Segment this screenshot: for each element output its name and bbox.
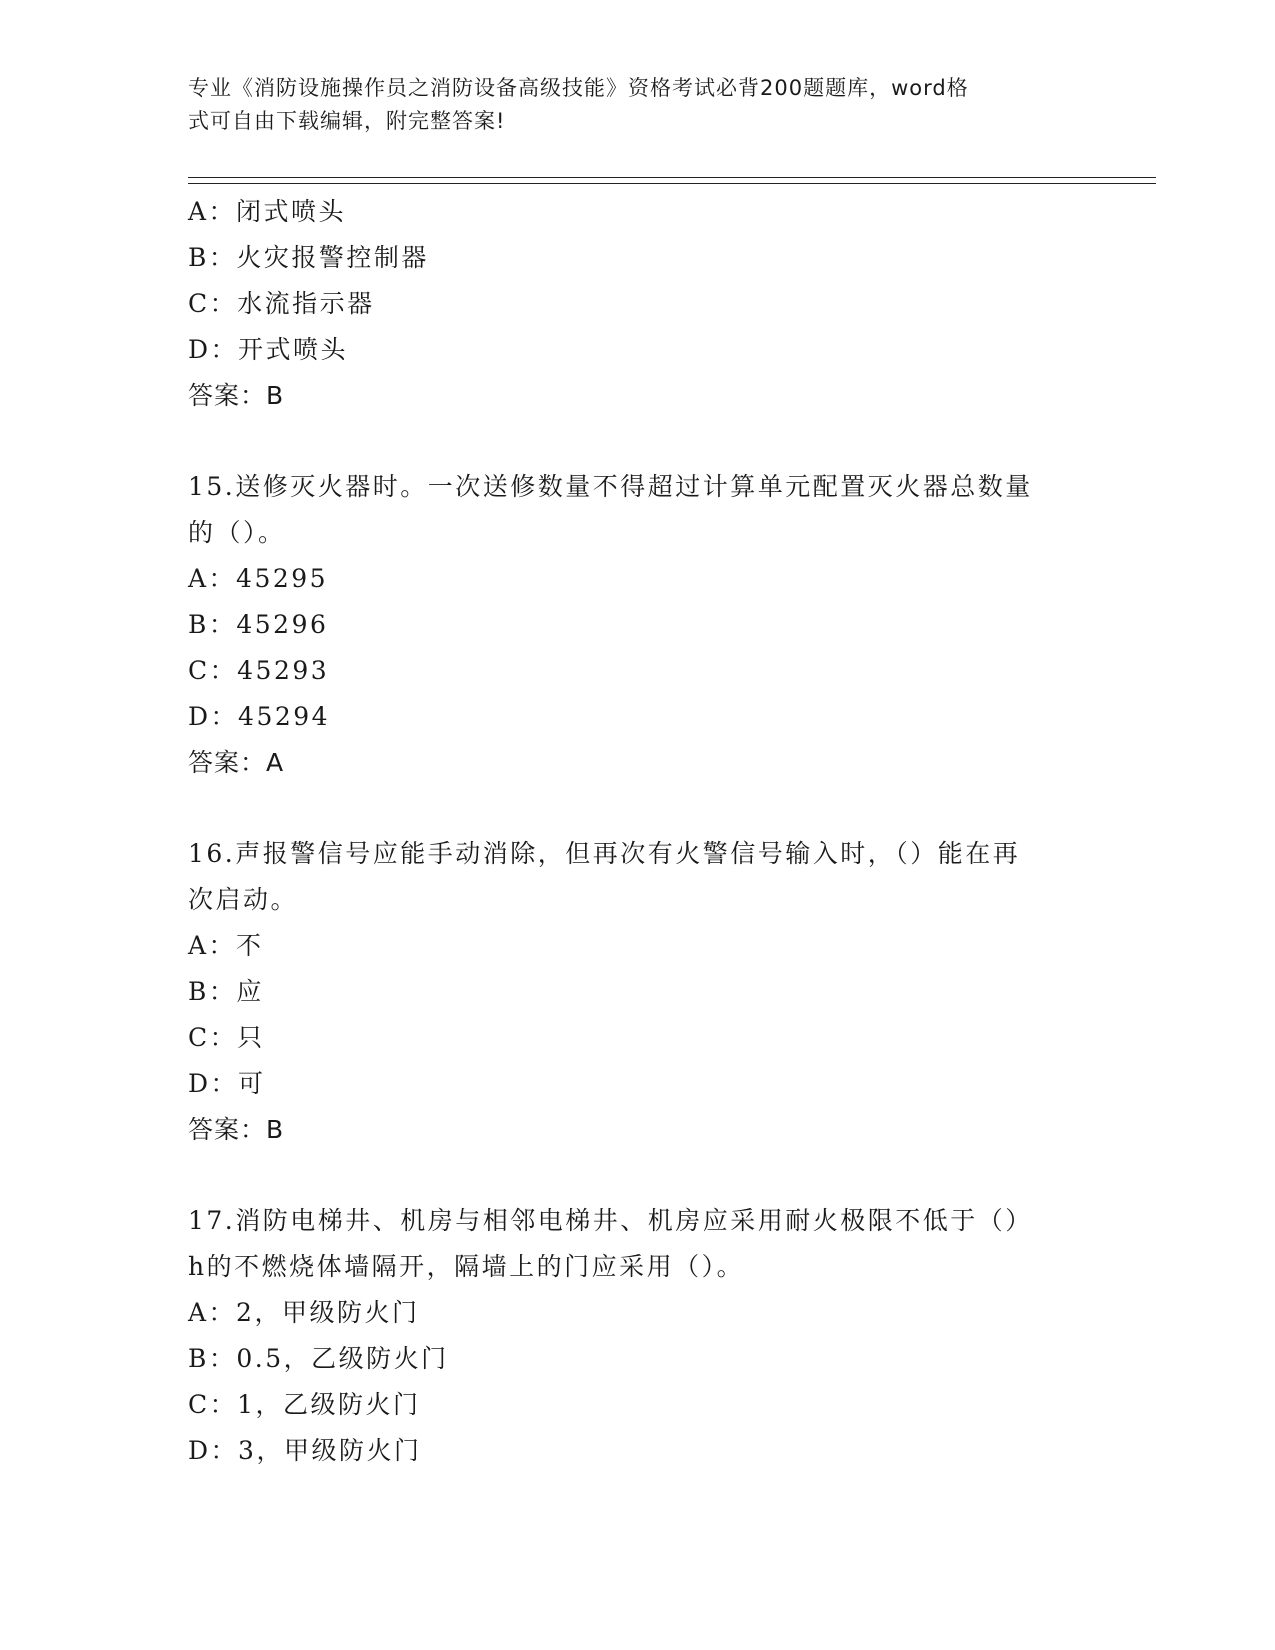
option-a: A：闭式喷头 <box>188 197 347 226</box>
question-text-line-2: 次启动。 <box>188 885 299 914</box>
document-header <box>188 72 1068 138</box>
option-c: C：1，乙级防火门 <box>188 1390 421 1419</box>
option-b: B：0.5，乙级防火门 <box>188 1344 449 1373</box>
option-a: A：不 <box>188 931 264 960</box>
option-b: B：应 <box>188 977 264 1006</box>
header-divider-top <box>188 177 1156 178</box>
answer-line: 答案：A <box>188 748 285 777</box>
question-block-prev <box>188 189 1088 419</box>
option-c: C：45293 <box>188 656 330 685</box>
option-d: D：45294 <box>188 702 331 731</box>
option-b: B：火灾报警控制器 <box>188 243 429 272</box>
question-block-16 <box>188 831 1088 1153</box>
option-c: C：水流指示器 <box>188 289 375 318</box>
header-line-2: 式可自由下载编辑，附完整答案! <box>188 109 506 133</box>
question-text-line-1: 16.声报警信号应能手动消除，但再次有火警信号输入时，（）能在再 <box>188 839 1021 868</box>
question-text-line-1: 17.消防电梯井、机房与相邻电梯井、机房应采用耐火极限不低于（） <box>188 1206 1033 1235</box>
option-a: A：45295 <box>188 564 329 593</box>
question-text-line-1: 15.送修灭火器时。一次送修数量不得超过计算单元配置灭火器总数量 <box>188 472 1033 501</box>
question-text-line-2: 的（）。 <box>188 518 286 547</box>
header-divider-bottom <box>188 183 1156 184</box>
option-b: B：45296 <box>188 610 329 639</box>
option-c: C：只 <box>188 1023 265 1052</box>
question-content <box>188 189 1088 1474</box>
option-d: D：3，甲级防火门 <box>188 1436 422 1465</box>
option-d: D：可 <box>188 1069 266 1098</box>
question-block-15 <box>188 464 1088 786</box>
question-block-17 <box>188 1198 1088 1474</box>
question-text-line-2: h的不燃烧体墙隔开，隔墙上的门应采用（）。 <box>188 1252 745 1281</box>
option-d: D：开式喷头 <box>188 335 349 364</box>
answer-line: 答案：B <box>188 381 285 410</box>
option-a: A：2，甲级防火门 <box>188 1298 420 1327</box>
answer-line: 答案：B <box>188 1115 285 1144</box>
header-line-1: 专业《消防设施操作员之消防设备高级技能》资格考试必背200题题库，word格 <box>188 76 969 100</box>
